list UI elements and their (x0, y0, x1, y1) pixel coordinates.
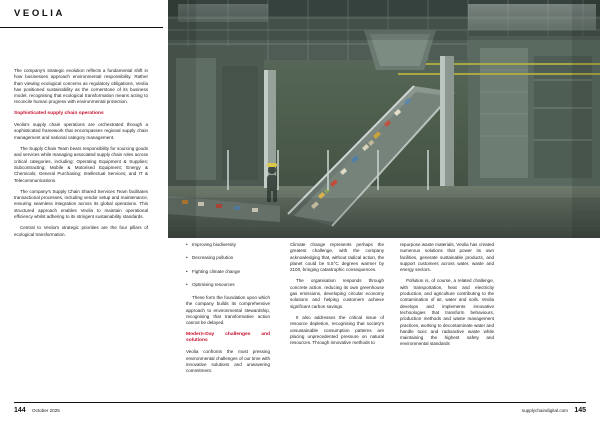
subhead-modern-day-challenges: Modern-Day challenges and solutions (186, 331, 270, 344)
page-number-right: 145 (574, 407, 586, 414)
paragraph: repurpose waste materials, Veolia has created numerous solutions that power its own facilities, generate sustainable products, and support customers across water, waste and energy sectors. (400, 242, 494, 273)
paragraph: These form the foundation upon which the company builds its comprehensive approach to environmental stewardship, recognising that transformative action cannot be delayed. (186, 295, 270, 326)
paragraph: The Supply Chain Team bears responsibility for sourcing goods and services while managing associated supply chain roles across critical categories, including: Operating Equipment & Supplies; Subcontracting; Mobile & Motorised Equipment; Energy & Chemicals; General Purchasing; Intellectual Services; and IT & Telecommunications. (14, 146, 148, 183)
list-item: • Optimising resources (186, 282, 270, 288)
masthead (0, 0, 163, 28)
paragraph: Climate change represents perhaps the greatest challenge, with the company acknowledging that, without radical action, the planet could be 5.5°C degrees warmer by 2100, bringing catastrophic consequences. (290, 242, 384, 273)
footer-divider (14, 402, 586, 403)
subhead-supply-chain-operations: Sophisticated supply chain operations (14, 110, 104, 116)
photo-illustration (168, 0, 600, 238)
recycling-plant-photo (168, 0, 600, 238)
text-column-4 (400, 242, 494, 353)
issue-date: October 2025 (32, 408, 60, 413)
paragraph: Veolia confronts the most pressing environmental challenges of our time with innovative solutions and unwavering commitment. (186, 349, 270, 374)
page-footer (0, 402, 600, 424)
brand-title: VEOLIA (14, 8, 65, 19)
website-url: supplychaindigital.com (521, 408, 568, 413)
list-item: • Decreasing pollution (186, 255, 270, 261)
pillars-list (186, 242, 270, 288)
paragraph: The organisation responds through concrete action, reducing its own greenhouse gas emissions, developing circular economy solutions and helping customers achieve significant carbon savings. (290, 278, 384, 309)
list-item: • Fighting climate change (186, 269, 270, 275)
paragraph: The company's Supply Chain Shared Services Team facilitates transactional processes, including vendor setup and maintenance, ensuring seamless integration across its global operations. This structured approach enables Veolia to maintain operational efficiency whilst adhering to its stringent sustainability standards. (14, 188, 148, 220)
list-item: • Improving biodiversity (186, 242, 270, 248)
paragraph: Pollution is, of course, a related challenge, with transportation, heat and electricity production, and agriculture contributing to the contamination of air, water and soils. Veolia develops and implements innovative technologies that transform behaviours, production methods and waste management practices, working to decontaminate water and handle toxic and radioactive waste while maintaining the highest safety and environmental standards (400, 278, 494, 347)
paragraph: The company's strategic evolution reflects a fundamental shift in how businesses approach environmental responsibility. Rather than viewing ecological concerns as regulatory obligations, Veolia has positioned sustainability as the cornerstone of its business model, recognising that ecological transformation means acting to reconcile human progress with environmental protection. (14, 68, 148, 105)
paragraph: Central to Veolia's strategic priorities are the four pillars of ecological transformation. (14, 225, 148, 237)
page-number-left: 144 (14, 407, 26, 414)
text-column-3 (290, 242, 384, 351)
text-column-2 (186, 242, 270, 380)
text-column-1 (14, 68, 148, 243)
paragraph: Veolia's supply chain operations are orchestrated through a sophisticated framework that encompasses regional supply chain management and national category management. (14, 122, 148, 140)
paragraph: It also addresses the critical issue of resource depletion, recognising that society's unsustainable consumption patterns are placing unprecedented pressure on natural resources. Through innovative methods to (290, 314, 384, 346)
